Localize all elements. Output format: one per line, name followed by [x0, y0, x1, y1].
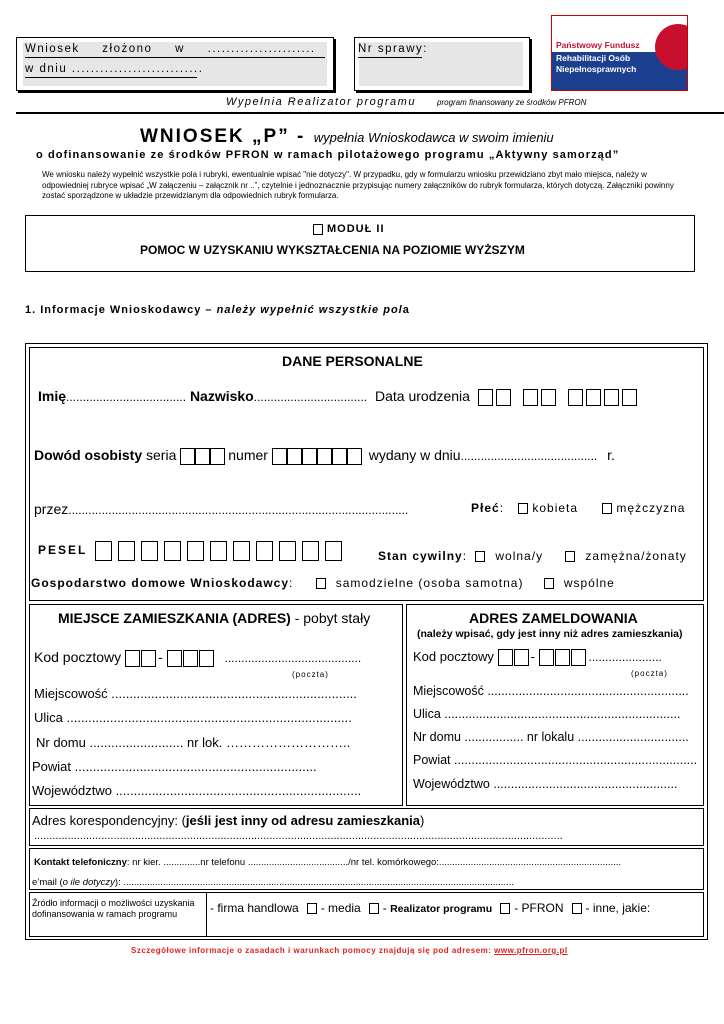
personal-title: DANE PERSONALNE [282, 353, 423, 369]
pesel-digit[interactable] [164, 541, 181, 561]
source-pfron-checkbox[interactable] [572, 903, 582, 914]
pesel-digit[interactable] [233, 541, 250, 561]
pesel-digit[interactable] [141, 541, 158, 561]
registration-subtitle: (należy wpisać, gdy jest inny niż adres zamieszkania) [417, 628, 683, 640]
phone-row: Kontakt telefoniczny: nr kier. ..............nr telefonu ....................................../nr tel. komórkowego:..................................................................... [34, 857, 622, 868]
female-checkbox[interactable] [518, 503, 528, 514]
pfron-logo [551, 15, 688, 91]
registration-title: ADRES ZAMELDOWANIA [469, 610, 638, 626]
postcode-digit[interactable] [539, 649, 554, 666]
birth-day-digit[interactable] [478, 389, 493, 406]
logo-line3: Niepełnosprawnych [556, 64, 637, 74]
gender-row: Płeć: kobieta mężczyzna [471, 501, 686, 515]
pesel-row: PESEL [38, 541, 348, 561]
pesel-digit[interactable] [302, 541, 319, 561]
case-number-box [354, 37, 530, 91]
module-checkbox[interactable] [313, 224, 323, 235]
birth-year-digit[interactable] [622, 389, 637, 406]
logo-line1: Państwowy Fundusz [556, 40, 640, 50]
residence-poczta: (poczta) [292, 670, 329, 679]
postcode-digit[interactable] [571, 649, 586, 666]
residence-street: Ulica ............................................................................... [34, 710, 352, 725]
birth-year-digit[interactable] [568, 389, 583, 406]
pesel-digit[interactable] [210, 541, 227, 561]
postcode-digit[interactable] [514, 649, 529, 666]
id-series-box[interactable] [210, 448, 225, 465]
id-number-box[interactable] [272, 448, 287, 465]
email-row: e’mail (o ile dotyczy): .................................................................................................................................................... [32, 877, 514, 888]
id-number-box[interactable] [347, 448, 362, 465]
header-divider [16, 112, 724, 114]
date-label: w dniu ............................ [25, 63, 204, 75]
correspondence-dots: ............................................................................................................................................................................. [34, 830, 563, 842]
postcode-digit[interactable] [141, 650, 156, 667]
case-number-label: Nr sprawy: [358, 43, 428, 55]
submitted-label: Wniosek złożono w ....................... [25, 43, 316, 55]
birth-year-digit[interactable] [604, 389, 619, 406]
registration-postcode: Kod pocztowy - ...................... [413, 649, 662, 666]
registration-poczta: (poczta) [631, 669, 668, 678]
single-checkbox[interactable] [475, 551, 485, 562]
residence-frame [29, 604, 403, 806]
source-firm-checkbox[interactable] [307, 903, 317, 914]
pfron-link[interactable]: www.pfron.org.pl [494, 946, 568, 955]
source-divider [206, 892, 207, 937]
module-box [25, 215, 695, 272]
postcode-digit[interactable] [199, 650, 214, 667]
postcode-digit[interactable] [167, 650, 182, 667]
financed-label: program finansowany ze środków PFRON [437, 98, 587, 107]
form-title: WNIOSEK „P” - wypełnia Wnioskodawca w swoim imieniu [140, 126, 554, 147]
household-shared-checkbox[interactable] [544, 578, 554, 589]
male-checkbox[interactable] [602, 503, 612, 514]
postcode-digit[interactable] [498, 649, 513, 666]
postcode-digit[interactable] [125, 650, 140, 667]
residence-title: MIEJSCE ZAMIESZKANIA (ADRES) - pobyt stały [58, 610, 371, 626]
correspondence-label: Adres korespondencyjny: (jeśli jest inny od adresu zamieszkania) [32, 813, 425, 828]
residence-voivodeship: Województwo .................................................................... [32, 783, 362, 798]
residence-postcode: Kod pocztowy - ......................................... [34, 649, 362, 665]
married-checkbox[interactable] [565, 551, 575, 562]
issuer-row: przez...................................................................................................... [34, 501, 409, 517]
id-number-box[interactable] [332, 448, 347, 465]
logo-line2: Rehabilitacji Osób [556, 53, 631, 63]
pesel-digit[interactable] [95, 541, 112, 561]
household-single-checkbox[interactable] [316, 578, 326, 589]
submission-box [16, 37, 334, 91]
section1-heading: 1. Informacje Wnioskodawcy – należy wypełnić wszystkie pola [25, 304, 410, 316]
source-options: - firma handlowa - media - Realizator programu - PFRON - inne, jakie: [210, 901, 651, 915]
registration-street: Ulica .................................................................... [413, 707, 681, 721]
source-realizator-checkbox[interactable] [500, 903, 510, 914]
pesel-digit[interactable] [256, 541, 273, 561]
registration-county: Powiat ...................................................................... [413, 753, 698, 767]
id-row: Dowód osobisty seria numer wydany w dniu......................................... r. [34, 447, 615, 463]
pesel-digit[interactable] [279, 541, 296, 561]
birth-day-digit[interactable] [496, 389, 511, 406]
footer-info: Szczegółowe informacje o zasadach i warunkach pomocy znajdują się pod adresem: www.pfron.org.pl [131, 946, 568, 955]
birth-year-digit[interactable] [586, 389, 601, 406]
residence-county: Powiat ................................................................... [32, 759, 317, 774]
postcode-digit[interactable] [183, 650, 198, 667]
source-label: Źródło informacji o możliwości uzyskania dofinansowania w ramach programu [32, 898, 195, 919]
registration-house: Nr domu ................. nr lokalu ................................ [413, 730, 689, 744]
module-name: POMOC W UZYSKANIU WYKSZTAŁCENIA NA POZIOMIE WYŻSZYM [140, 243, 525, 257]
residence-house: Nr domu .......................... nr lok. ……………………….. [36, 735, 351, 750]
instructions: We wniosku należy wypełnić wszystkie pola i rubryki, ewentualnie wpisać "nie dotyczy". W przypadku, gdy w formularzu wniosku przewidziano zbyt mało miejsca, należy w odpowiedniej rubryce wpisać „W załączeniu – załącznik nr ..”, czytelnie i jednoznacznie przypisując numery załączników do rubryk formularza, których dotyczą. Załączniki powinny zostać sporządzone w układzie przewidzianym dla odpowiednich rubryk formularza. [42, 170, 674, 200]
household-row: Gospodarstwo domowe Wnioskodawcy: samodzielne (osoba samotna) wspólne [31, 576, 615, 590]
realizator-label: Wypełnia Realizator programu [226, 96, 416, 108]
source-media-checkbox[interactable] [369, 903, 379, 914]
id-number-box[interactable] [317, 448, 332, 465]
id-series-box[interactable] [195, 448, 210, 465]
id-series-box[interactable] [180, 448, 195, 465]
form-subtitle: o dofinansowanie ze środków PFRON w ramach pilotażowego programu „Aktywny samorząd” [36, 149, 620, 161]
marital-row: Stan cywilny: wolna/y zamężna/żonaty [378, 549, 687, 563]
residence-city: Miejscowość .................................................................... [34, 686, 357, 701]
module-label: MODUŁ II [313, 223, 385, 235]
id-number-box[interactable] [287, 448, 302, 465]
pesel-digit[interactable] [118, 541, 135, 561]
postcode-digit[interactable] [555, 649, 570, 666]
pesel-digit[interactable] [187, 541, 204, 561]
registration-voivodeship: Województwo ..................................................... [413, 777, 678, 791]
name-row: Imię.................................... Nazwisko.................................. Data urodzenia [38, 388, 640, 406]
pesel-digit[interactable] [325, 541, 342, 561]
birth-month-digit[interactable] [541, 389, 556, 406]
birth-month-digit[interactable] [523, 389, 538, 406]
id-number-box[interactable] [302, 448, 317, 465]
registration-city: Miejscowość .......................................................... [413, 684, 689, 698]
